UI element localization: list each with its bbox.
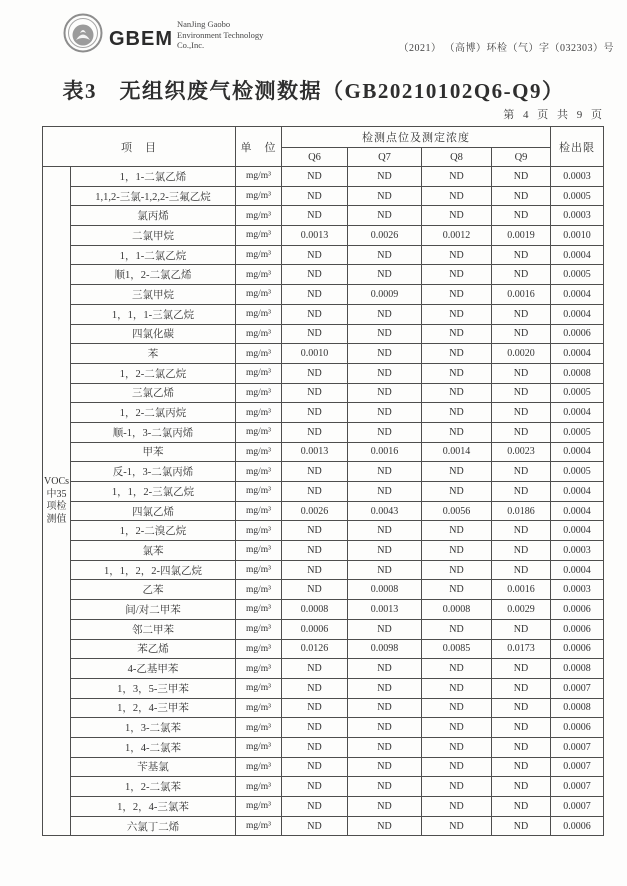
q8-value: ND (422, 816, 492, 836)
table-row (43, 324, 604, 344)
q8-value: ND (422, 619, 492, 639)
unit-value: mg/m³ (236, 285, 282, 305)
q7-value: ND (348, 737, 422, 757)
compound-name: 1,1,2-三氯-1,2,2-三氟乙烷 (71, 186, 236, 206)
q9-value: ND (492, 422, 551, 442)
q7-value: ND (348, 482, 422, 502)
col-header-limit: 检出限 (551, 127, 604, 167)
q6-value: 0.0013 (282, 442, 348, 462)
company-name-line2: Environment Technology (177, 29, 264, 40)
q7-value: ND (348, 186, 422, 206)
q9-value: ND (492, 737, 551, 757)
unit-value: mg/m³ (236, 619, 282, 639)
q8-value: ND (422, 324, 492, 344)
unit-value: mg/m³ (236, 777, 282, 797)
detection-limit-value: 0.0004 (551, 482, 604, 502)
q8-value: ND (422, 344, 492, 364)
q8-value: ND (422, 777, 492, 797)
unit-value: mg/m³ (236, 501, 282, 521)
q6-value: ND (282, 206, 348, 226)
q7-value: ND (348, 698, 422, 718)
compound-name: 苄基氯 (71, 757, 236, 777)
unit-value: mg/m³ (236, 639, 282, 659)
table-row (43, 403, 604, 423)
q8-value: ND (422, 206, 492, 226)
q8-value: ND (422, 737, 492, 757)
q6-value: 0.0026 (282, 501, 348, 521)
q7-value: ND (348, 304, 422, 324)
page-title: 表3 无组织废气检测数据（GB20210102Q6-Q9） (62, 79, 565, 103)
table-row (43, 600, 604, 620)
q6-value: ND (282, 167, 348, 187)
table-row (43, 521, 604, 541)
q7-value: 0.0016 (348, 442, 422, 462)
q7-value: 0.0013 (348, 600, 422, 620)
q9-value: ND (492, 167, 551, 187)
compound-name: 1，1-二氯乙烯 (71, 167, 236, 187)
compound-name: 1，4-二氯苯 (71, 737, 236, 757)
q6-value: ND (282, 659, 348, 679)
q7-value: ND (348, 718, 422, 738)
unit-value: mg/m³ (236, 482, 282, 502)
q7-value: ND (348, 363, 422, 383)
unit-value: mg/m³ (236, 344, 282, 364)
unit-value: mg/m³ (236, 462, 282, 482)
compound-name: 1，2-二氯乙烷 (71, 363, 236, 383)
col-header-q7: Q7 (348, 148, 422, 167)
q8-value: ND (422, 363, 492, 383)
q9-value: 0.0023 (492, 442, 551, 462)
q6-value: ND (282, 363, 348, 383)
table-row (43, 383, 604, 403)
unit-value: mg/m³ (236, 737, 282, 757)
table-row (43, 718, 604, 738)
table-row (43, 541, 604, 561)
table-row (43, 304, 604, 324)
q6-value: ND (282, 541, 348, 561)
unit-value: mg/m³ (236, 600, 282, 620)
table-header-row-1 (43, 127, 604, 148)
q6-value: ND (282, 678, 348, 698)
detection-limit-value: 0.0004 (551, 560, 604, 580)
detection-limit-value: 0.0004 (551, 344, 604, 364)
q8-value: ND (422, 482, 492, 502)
table-row (43, 265, 604, 285)
detection-limit-value: 0.0003 (551, 167, 604, 187)
q6-value: ND (282, 462, 348, 482)
q7-value: ND (348, 560, 422, 580)
detection-limit-value: 0.0008 (551, 698, 604, 718)
q8-value: ND (422, 245, 492, 265)
q8-value: ND (422, 678, 492, 698)
unit-value: mg/m³ (236, 560, 282, 580)
detection-limit-value: 0.0007 (551, 757, 604, 777)
q9-value: ND (492, 462, 551, 482)
unit-value: mg/m³ (236, 659, 282, 679)
q7-value: ND (348, 383, 422, 403)
table-row (43, 186, 604, 206)
q8-value: 0.0056 (422, 501, 492, 521)
q8-value: ND (422, 186, 492, 206)
compound-name: 三氯甲烷 (71, 285, 236, 305)
q7-value: ND (348, 521, 422, 541)
q9-value: ND (492, 619, 551, 639)
q9-value: 0.0029 (492, 600, 551, 620)
compound-name: 四氯化碳 (71, 324, 236, 344)
col-header-unit: 单 位 (236, 127, 282, 167)
unit-value: mg/m³ (236, 363, 282, 383)
q7-value: 0.0098 (348, 639, 422, 659)
q9-value: ND (492, 659, 551, 679)
q6-value: ND (282, 245, 348, 265)
compound-name: 1，2-二氯苯 (71, 777, 236, 797)
q6-value: ND (282, 304, 348, 324)
detection-limit-value: 0.0003 (551, 206, 604, 226)
q7-value: ND (348, 797, 422, 817)
q6-value: 0.0013 (282, 226, 348, 246)
table-row (43, 482, 604, 502)
unit-value: mg/m³ (236, 797, 282, 817)
q9-value: 0.0173 (492, 639, 551, 659)
q9-value: ND (492, 206, 551, 226)
table-row (43, 757, 604, 777)
detection-limit-value: 0.0003 (551, 541, 604, 561)
q9-value: 0.0186 (492, 501, 551, 521)
compound-name: 六氯丁二烯 (71, 816, 236, 836)
q7-value: 0.0026 (348, 226, 422, 246)
q8-value: ND (422, 718, 492, 738)
q7-value: ND (348, 619, 422, 639)
q8-value: 0.0012 (422, 226, 492, 246)
detection-limit-value: 0.0006 (551, 324, 604, 344)
table-row (43, 344, 604, 364)
unit-value: mg/m³ (236, 206, 282, 226)
compound-name: 苯 (71, 344, 236, 364)
company-name (177, 19, 263, 51)
detection-limit-value: 0.0004 (551, 245, 604, 265)
detection-limit-value: 0.0005 (551, 422, 604, 442)
compound-name: 二氯甲烷 (71, 226, 236, 246)
q6-value: ND (282, 265, 348, 285)
q6-value: ND (282, 560, 348, 580)
compound-name: 间/对二甲苯 (71, 600, 236, 620)
compound-name: 反-1，3-二氯丙烯 (71, 462, 236, 482)
col-header-q9: Q9 (492, 148, 551, 167)
compound-name: 氯丙烯 (71, 206, 236, 226)
q9-value: 0.0019 (492, 226, 551, 246)
unit-value: mg/m³ (236, 403, 282, 423)
detection-limit-value: 0.0007 (551, 797, 604, 817)
table-row (43, 167, 604, 187)
q9-value: ND (492, 304, 551, 324)
detection-limit-value: 0.0006 (551, 639, 604, 659)
compound-name: 顺-1，3-二氯丙烯 (71, 422, 236, 442)
q7-value: ND (348, 816, 422, 836)
detection-limit-value: 0.0007 (551, 737, 604, 757)
q9-value: ND (492, 324, 551, 344)
q6-value: ND (282, 797, 348, 817)
unit-value: mg/m³ (236, 226, 282, 246)
q9-value: ND (492, 363, 551, 383)
q8-value: ND (422, 265, 492, 285)
q8-value: ND (422, 560, 492, 580)
unit-value: mg/m³ (236, 265, 282, 285)
q6-value: ND (282, 580, 348, 600)
compound-name: 顺1，2-二氯乙烯 (71, 265, 236, 285)
table-row (43, 777, 604, 797)
q9-value: 0.0020 (492, 344, 551, 364)
q6-value: ND (282, 718, 348, 738)
compound-name: 4-乙基甲苯 (71, 659, 236, 679)
table-row (43, 462, 604, 482)
detection-limit-value: 0.0003 (551, 580, 604, 600)
detection-limit-value: 0.0005 (551, 462, 604, 482)
q8-value: ND (422, 580, 492, 600)
unit-value: mg/m³ (236, 678, 282, 698)
q7-value: ND (348, 206, 422, 226)
q9-value: ND (492, 698, 551, 718)
detection-limit-value: 0.0004 (551, 285, 604, 305)
q8-value: ND (422, 403, 492, 423)
table-row (43, 560, 604, 580)
q7-value: ND (348, 777, 422, 797)
table-row (43, 206, 604, 226)
detection-limit-value: 0.0007 (551, 678, 604, 698)
table-row (43, 442, 604, 462)
q7-value: ND (348, 462, 422, 482)
compound-name: 苯乙烯 (71, 639, 236, 659)
q7-value: 0.0008 (348, 580, 422, 600)
q9-value: ND (492, 403, 551, 423)
q8-value: ND (422, 541, 492, 561)
detection-limit-value: 0.0006 (551, 619, 604, 639)
detection-limit-value: 0.0006 (551, 718, 604, 738)
q6-value: ND (282, 777, 348, 797)
q9-value: ND (492, 777, 551, 797)
q8-value: ND (422, 422, 492, 442)
q6-value: 0.0126 (282, 639, 348, 659)
q8-value: 0.0008 (422, 600, 492, 620)
unit-value: mg/m³ (236, 816, 282, 836)
compound-name: 1，2，4-三氯苯 (71, 797, 236, 817)
table-row (43, 659, 604, 679)
q6-value: ND (282, 482, 348, 502)
table-row (43, 698, 604, 718)
unit-value: mg/m³ (236, 245, 282, 265)
voc-data-table-wrap (42, 126, 604, 836)
q6-value: ND (282, 285, 348, 305)
unit-value: mg/m³ (236, 541, 282, 561)
detection-limit-value: 0.0004 (551, 521, 604, 541)
q8-value: ND (422, 462, 492, 482)
report-number: （2021） （高博）环检（气）字（032303）号 (398, 43, 614, 54)
table-row (43, 285, 604, 305)
table-row (43, 639, 604, 659)
q6-value: 0.0010 (282, 344, 348, 364)
voc-data-table (42, 126, 604, 836)
q8-value: ND (422, 797, 492, 817)
q8-value: ND (422, 383, 492, 403)
table-row (43, 737, 604, 757)
q6-value: ND (282, 757, 348, 777)
q7-value: ND (348, 265, 422, 285)
unit-value: mg/m³ (236, 167, 282, 187)
q9-value: ND (492, 245, 551, 265)
company-name-line1: NanJing Gaobo (177, 19, 231, 29)
unit-value: mg/m³ (236, 698, 282, 718)
q9-value: 0.0016 (492, 580, 551, 600)
compound-name: 四氯乙烯 (71, 501, 236, 521)
q9-value: ND (492, 541, 551, 561)
detection-limit-value: 0.0004 (551, 304, 604, 324)
q8-value: ND (422, 167, 492, 187)
q9-value: ND (492, 678, 551, 698)
q6-value: ND (282, 698, 348, 718)
q9-value: ND (492, 560, 551, 580)
q6-value: ND (282, 816, 348, 836)
unit-value: mg/m³ (236, 580, 282, 600)
q9-value: ND (492, 482, 551, 502)
detection-limit-value: 0.0004 (551, 442, 604, 462)
col-header-q6: Q6 (282, 148, 348, 167)
compound-name: 1，1-二氯乙烷 (71, 245, 236, 265)
q6-value: ND (282, 737, 348, 757)
col-header-q8: Q8 (422, 148, 492, 167)
q7-value: ND (348, 245, 422, 265)
q9-value: ND (492, 265, 551, 285)
q6-value: 0.0008 (282, 600, 348, 620)
q9-value: ND (492, 797, 551, 817)
compound-name: 1，3，5-三甲苯 (71, 678, 236, 698)
compound-name: 1，1，1-三氯乙烷 (71, 304, 236, 324)
table-row (43, 816, 604, 836)
group-label: VOCs 中35 项检 测值 (43, 167, 71, 836)
q8-value: ND (422, 304, 492, 324)
q9-value: ND (492, 757, 551, 777)
table-row (43, 797, 604, 817)
detection-limit-value: 0.0004 (551, 501, 604, 521)
q6-value: 0.0006 (282, 619, 348, 639)
compound-name: 1，1，2-三氯乙烷 (71, 482, 236, 502)
q7-value: ND (348, 324, 422, 344)
q7-value: ND (348, 167, 422, 187)
compound-name: 1，2，4-三甲苯 (71, 698, 236, 718)
q6-value: ND (282, 324, 348, 344)
detection-limit-value: 0.0010 (551, 226, 604, 246)
q8-value: 0.0014 (422, 442, 492, 462)
page-indicator: 第 4 页 共 9 页 (503, 109, 605, 121)
q7-value: ND (348, 757, 422, 777)
col-header-item: 项 目 (43, 127, 236, 167)
compound-name: 1，3-二氯苯 (71, 718, 236, 738)
unit-value: mg/m³ (236, 718, 282, 738)
unit-value: mg/m³ (236, 304, 282, 324)
company-seal-icon (63, 13, 103, 53)
compound-name: 1，1，2，2-四氯乙烷 (71, 560, 236, 580)
q7-value: 0.0009 (348, 285, 422, 305)
compound-name: 邻二甲苯 (71, 619, 236, 639)
q7-value: ND (348, 422, 422, 442)
unit-value: mg/m³ (236, 521, 282, 541)
q6-value: ND (282, 422, 348, 442)
q9-value: 0.0016 (492, 285, 551, 305)
detection-limit-value: 0.0008 (551, 659, 604, 679)
table-row (43, 226, 604, 246)
table-row (43, 245, 604, 265)
q7-value: ND (348, 541, 422, 561)
compound-name: 1，2-二溴乙烷 (71, 521, 236, 541)
company-logo-text: GBEM (109, 28, 173, 50)
q9-value: ND (492, 383, 551, 403)
unit-value: mg/m³ (236, 422, 282, 442)
q6-value: ND (282, 383, 348, 403)
q9-value: ND (492, 521, 551, 541)
compound-name: 乙苯 (71, 580, 236, 600)
q9-value: ND (492, 816, 551, 836)
compound-name: 甲苯 (71, 442, 236, 462)
q6-value: ND (282, 186, 348, 206)
q8-value: 0.0085 (422, 639, 492, 659)
detection-limit-value: 0.0004 (551, 403, 604, 423)
table-row (43, 422, 604, 442)
q9-value: ND (492, 718, 551, 738)
detection-limit-value: 0.0005 (551, 383, 604, 403)
q8-value: ND (422, 659, 492, 679)
detection-limit-value: 0.0007 (551, 777, 604, 797)
company-name-line3: Co.,Inc. (177, 40, 205, 50)
unit-value: mg/m³ (236, 383, 282, 403)
q9-value: ND (492, 186, 551, 206)
compound-name: 1，2-二氯丙烷 (71, 403, 236, 423)
detection-limit-value: 0.0005 (551, 186, 604, 206)
q8-value: ND (422, 757, 492, 777)
unit-value: mg/m³ (236, 186, 282, 206)
q6-value: ND (282, 403, 348, 423)
q8-value: ND (422, 521, 492, 541)
detection-limit-value: 0.0005 (551, 265, 604, 285)
table-row (43, 501, 604, 521)
q7-value: ND (348, 403, 422, 423)
compound-name: 氯苯 (71, 541, 236, 561)
detection-limit-value: 0.0006 (551, 600, 604, 620)
col-header-points: 检测点位及测定浓度 (282, 127, 551, 148)
detection-limit-value: 0.0008 (551, 363, 604, 383)
q8-value: ND (422, 698, 492, 718)
q7-value: ND (348, 659, 422, 679)
table-row (43, 678, 604, 698)
table-row (43, 619, 604, 639)
q7-value: ND (348, 344, 422, 364)
detection-limit-value: 0.0006 (551, 816, 604, 836)
q7-value: 0.0043 (348, 501, 422, 521)
unit-value: mg/m³ (236, 324, 282, 344)
q7-value: ND (348, 678, 422, 698)
table-row (43, 580, 604, 600)
q6-value: ND (282, 521, 348, 541)
table-row (43, 363, 604, 383)
q8-value: ND (422, 285, 492, 305)
unit-value: mg/m³ (236, 757, 282, 777)
compound-name: 三氯乙烯 (71, 383, 236, 403)
unit-value: mg/m³ (236, 442, 282, 462)
